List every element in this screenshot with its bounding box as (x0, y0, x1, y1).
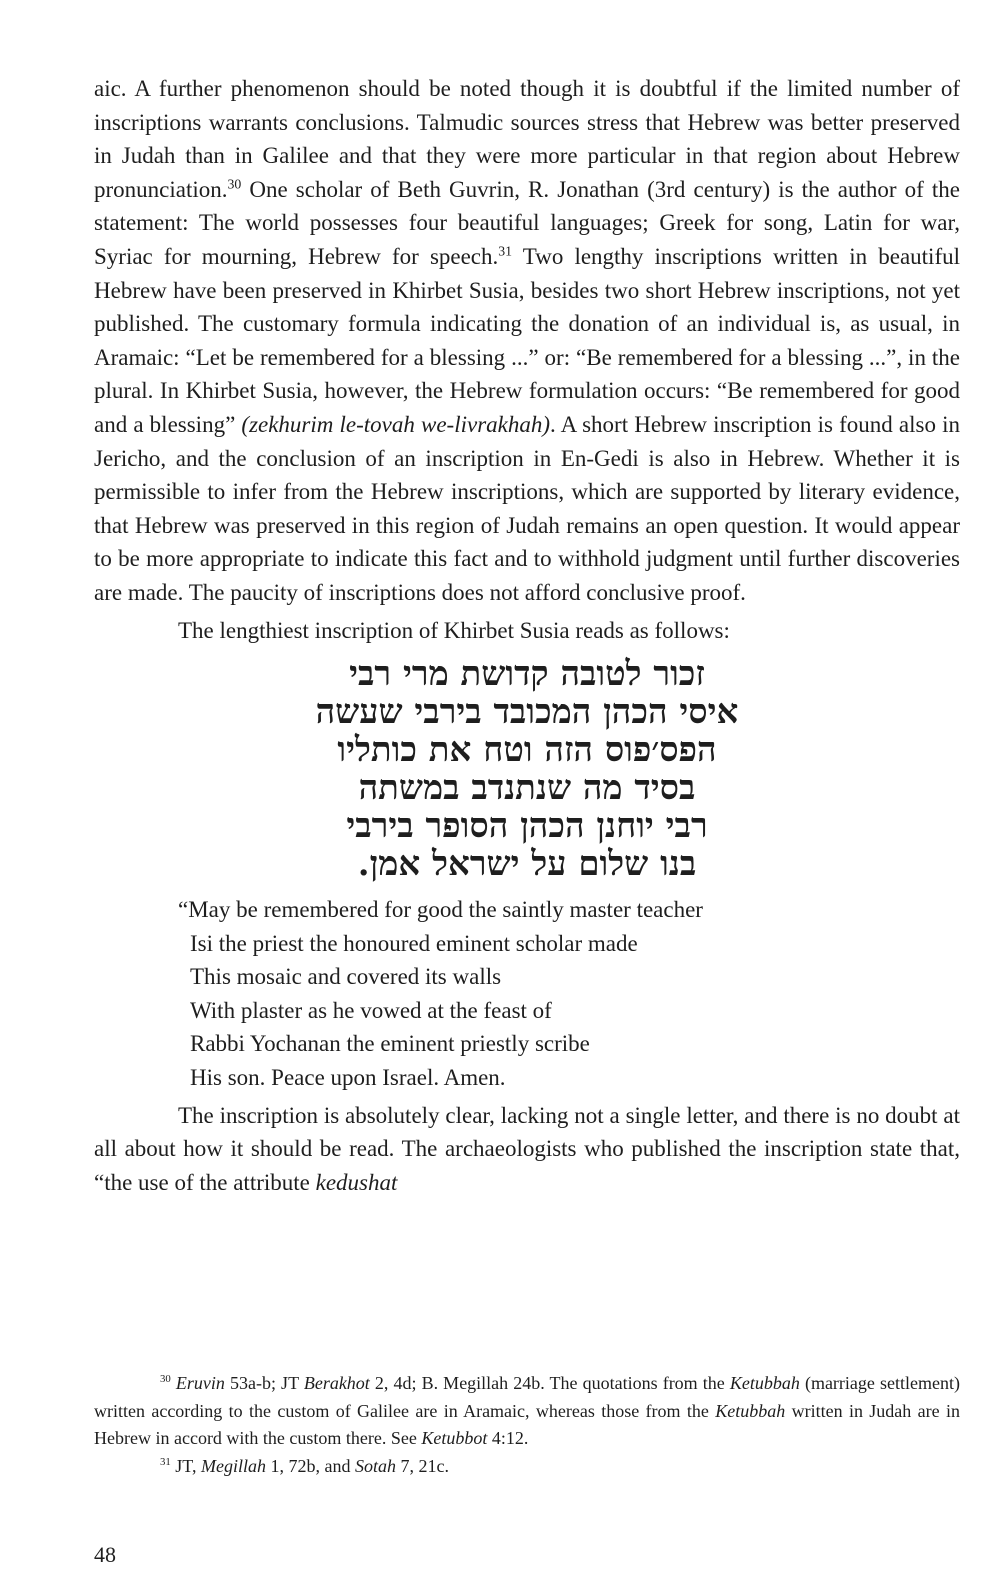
main-text (94, 72, 960, 1199)
italic-text: Ketubbah (715, 1400, 786, 1421)
italic-text: (zekhurim le-tovah we-livrakhah) (241, 411, 551, 437)
text-run: 53a-b; JT (224, 1373, 304, 1393)
italic-text: kedushat (315, 1169, 398, 1195)
italic-text: Eruvin (175, 1373, 225, 1393)
text-run: written in Judah are in Hebrew in accord with the custom there. See (94, 1400, 960, 1448)
hebrew-line: זכור לטובה קדושת מרי רבי (349, 654, 705, 695)
hebrew-inscription (94, 655, 960, 883)
italic-text: Sotah (354, 1455, 396, 1476)
footnote-31 (94, 1453, 960, 1481)
text-run: 4:12. (487, 1428, 529, 1448)
text-run: 7, 21c. (395, 1455, 449, 1476)
footnote-marker: 31 (160, 1455, 171, 1468)
hebrew-line: איסי הכהן המכובד בירבי שעשה (315, 692, 739, 733)
text-run: 2, 4d; B. Megillah 24b. The quotations from the (369, 1373, 730, 1393)
footnote-marker: 30 (227, 176, 242, 192)
text-run: Two lengthy inscriptions written in beautiful Hebrew have been preserved in Khirbet Susia, besides two short Hebrew inscriptions, not yet published. The customary formula indicating the donation of an individual is, as usual, in Aramaic: “Let be remembered for a blessing ...” or: “Be remembered for a blessing ...”, in the plural. In Khirbet Susia, however, the Hebrew formulation occurs: “Be remembered for good and a blessing” (94, 243, 960, 437)
footnote-marker: 31 (498, 243, 513, 259)
text-run: JT, (170, 1455, 201, 1476)
inscription-intro: The lengthiest inscription of Khirbet Susia reads as follows: (178, 617, 730, 643)
italic-text: Ketubbot (421, 1428, 488, 1448)
text-run: One scholar of Beth Guvrin, R. Jonathan (3rd century) is the author of the statement: The world possesses four beautiful languages; Greek for song, Latin for war, Syriac for mourning, Hebrew for speech. (94, 176, 960, 269)
footnote-marker: 30 (160, 1373, 171, 1385)
translation-line: This mosaic and covered its walls (190, 964, 502, 990)
text-run: The inscription is absolutely clear, lacking not a single letter, and there is no doubt at all about how it should be read. The archaeologists who published the inscription state that, “the use of the attribute (94, 1102, 960, 1195)
text-run: 1, 72b, and (265, 1455, 355, 1476)
italic-text: Ketubbah (729, 1373, 800, 1393)
text-run: . A short Hebrew inscription is found also in Jericho, and the conclusion of an inscription in En-Gedi is also in Hebrew. Whether it is permissible to infer from the Hebrew inscriptions, which are supported by literary evidence, that Hebrew was preserved in this region of Judah remains an open question. It would appear to be more appropriate to indicate this fact and to withhold judgment until further discoveries are made. The paucity of inscriptions does not afford conclusive proof. (94, 411, 960, 605)
page-number: 48 (94, 1542, 116, 1567)
body-paragraph-3 (94, 1099, 960, 1200)
hebrew-line: רבי יוחנן הכהן הסופר בירבי (346, 806, 708, 847)
hebrew-line: בנו שלום על ישראל אמן. (357, 844, 697, 885)
footnote-30 (94, 1370, 960, 1453)
italic-text: Berakhot (303, 1373, 370, 1393)
translation-line: With plaster as he vowed at the feast of (190, 997, 552, 1023)
translation-line: His son. Peace upon Israel. Amen. (190, 1065, 506, 1091)
text-run: aic. A further phenomenon should be noted though it is doubtful if the limited number of inscriptions warrants conclusions. Talmudic sources stress that Hebrew was better preserved in Judah than in Galilee and that they were more particular in that region about Hebrew pronunciation. (94, 76, 960, 202)
translation-line: Isi the priest the honoured eminent scholar made (190, 930, 638, 956)
text-run: (marriage settlement) written according to the custom of Galilee are in Aramaic, whereas those from the (94, 1373, 960, 1421)
italic-text: Megillah (200, 1455, 266, 1476)
translation-line: Rabbi Yochanan the eminent priestly scribe (190, 1031, 590, 1057)
hebrew-line: בסיד מה שנתנדב במשתה (358, 768, 696, 809)
footnotes (94, 1370, 960, 1480)
body-paragraph-1 (94, 72, 960, 610)
hebrew-line: הפס׳פוס הזה וטח את כותליו (337, 730, 717, 771)
inscription-translation (178, 893, 960, 1095)
translation-line: “May be remembered for good the saintly master teacher (178, 897, 703, 923)
